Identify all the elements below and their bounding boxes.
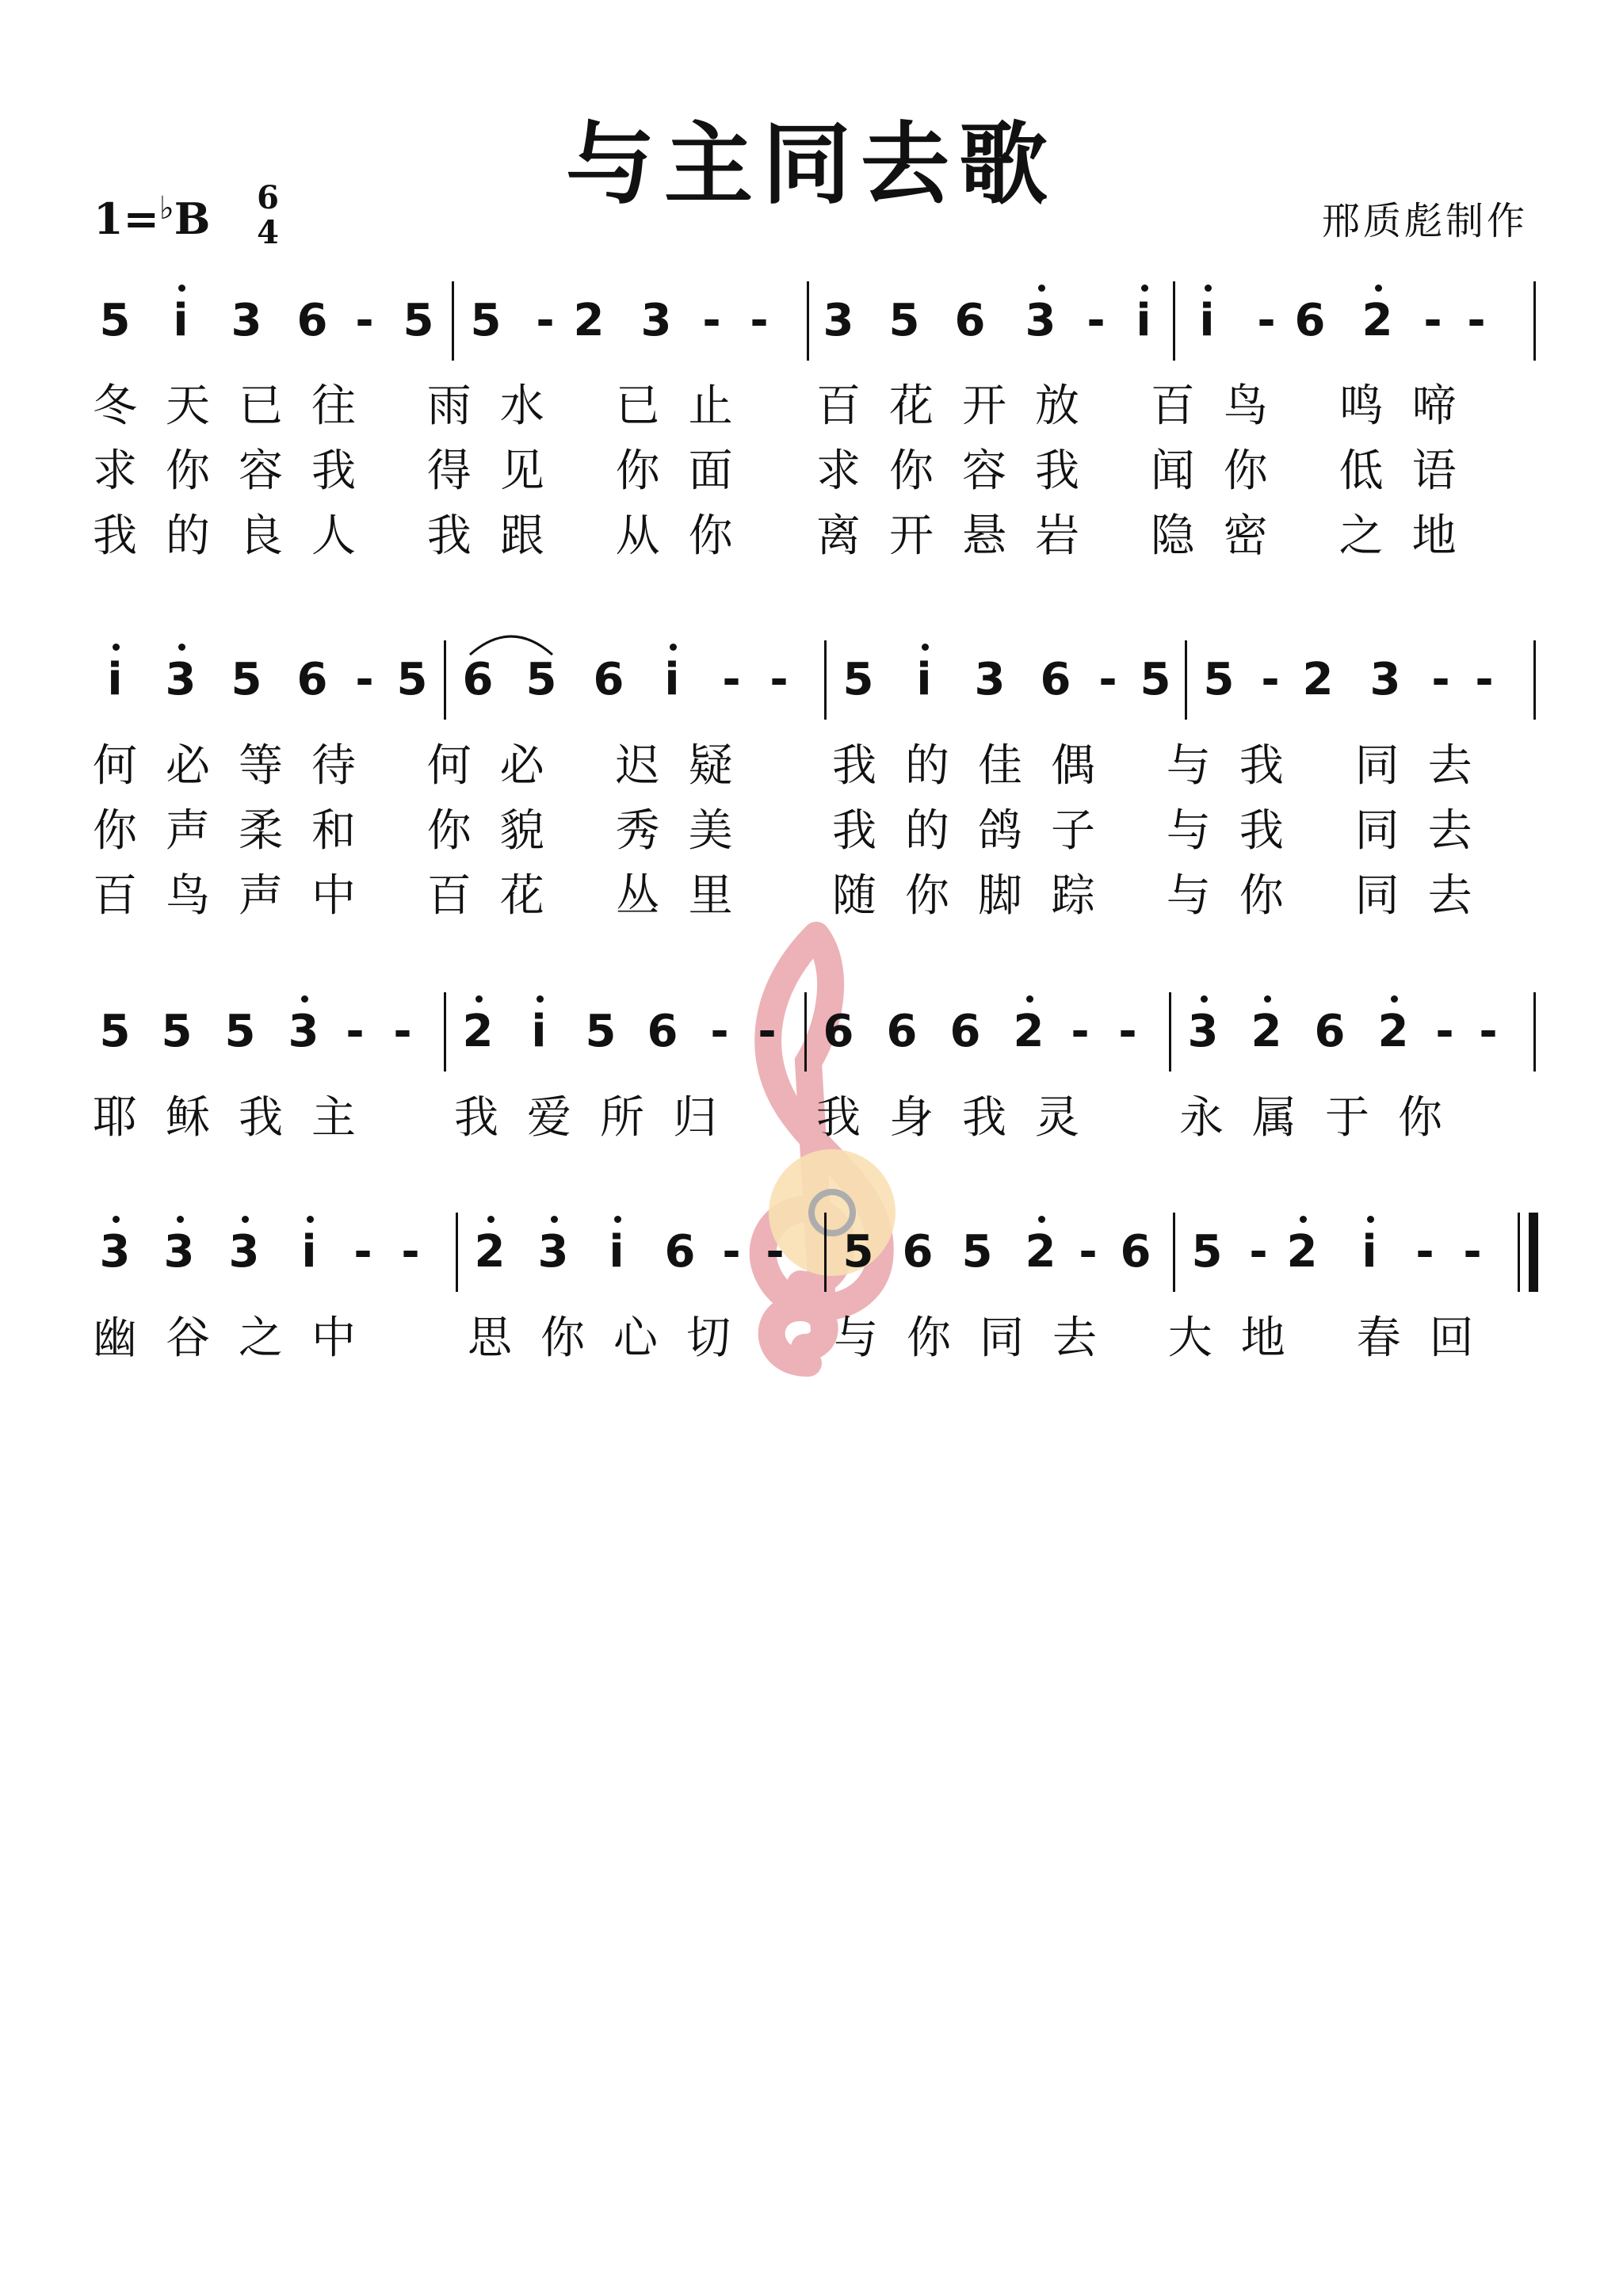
note: - — [1079, 1226, 1098, 1278]
note: - — [758, 1006, 777, 1057]
note: 6 — [902, 1226, 934, 1278]
lyric-line: 幽谷之中 — [93, 1312, 384, 1364]
note: - — [1415, 1226, 1434, 1278]
note: 3 — [1181, 1000, 1225, 1064]
barline — [444, 640, 446, 720]
note: 5 — [231, 654, 262, 705]
note: 2 — [1355, 289, 1400, 353]
lyric-line: 求你容我 闻你 低语 — [816, 445, 1485, 497]
note: 5 — [1203, 654, 1235, 705]
note: 3 — [531, 1221, 575, 1284]
lyric-line: 你声柔和 你貌 秀美 — [93, 805, 762, 857]
lyric-line: 我的鸽子 与我 同去 — [832, 805, 1501, 857]
note: - — [1261, 654, 1280, 705]
note: 6 — [1040, 654, 1071, 705]
note: - — [722, 654, 741, 705]
note: 6 — [1314, 1006, 1346, 1057]
note: - — [1479, 1006, 1498, 1057]
note: - — [353, 1226, 372, 1278]
barline — [1173, 1213, 1175, 1292]
note: 3 — [640, 295, 672, 346]
lyric-line: 冬天已往 雨水 已止 — [93, 380, 762, 432]
composer-credit: 邢质彪制作 — [1321, 199, 1528, 243]
lyric-line: 何必等待 何必 迟疑 — [93, 740, 762, 792]
barline — [444, 992, 446, 1072]
note: - — [702, 295, 721, 346]
note: 2 — [456, 1000, 500, 1064]
note: 5 — [161, 1006, 193, 1057]
note: 6 — [296, 654, 328, 705]
note: - — [346, 1006, 365, 1057]
note: 5 — [396, 654, 428, 705]
note: 2 — [1018, 1221, 1063, 1284]
lyric-line: 我爱所归 — [454, 1092, 746, 1144]
note: - — [393, 1006, 412, 1057]
note: 6 — [886, 1006, 918, 1057]
lyric-line: 百鸟声中 百花 丛里 — [93, 870, 762, 922]
note: 3 — [974, 654, 1006, 705]
note: 2 — [573, 295, 605, 346]
key-signature: 1=♭B — [94, 190, 211, 244]
note: - — [1467, 295, 1486, 346]
note: 2 — [1302, 654, 1334, 705]
note: 6 — [462, 654, 494, 705]
barline — [824, 1213, 827, 1292]
note: 5 — [1191, 1226, 1223, 1278]
barline — [1185, 640, 1187, 720]
note: 2 — [1244, 1000, 1289, 1064]
barline — [452, 281, 454, 361]
score-row-2 — [0, 648, 1623, 712]
score-row-4 — [0, 1221, 1623, 1284]
note: 5 — [842, 1226, 874, 1278]
note: 5 — [1140, 654, 1171, 705]
barline — [1169, 992, 1171, 1072]
note: 3 — [1369, 654, 1401, 705]
note: - — [1086, 295, 1106, 346]
note: 5 — [842, 654, 874, 705]
note: i — [1185, 289, 1229, 353]
note: 6 — [296, 295, 328, 346]
note: 6 — [1120, 1226, 1151, 1278]
barline — [456, 1213, 458, 1292]
lyric-line: 耶稣我主 — [93, 1092, 384, 1144]
note: - — [1435, 1006, 1454, 1057]
barline — [824, 640, 827, 720]
note: 6 — [1294, 295, 1326, 346]
note: - — [722, 1226, 741, 1278]
note: 2 — [468, 1221, 512, 1284]
note: 6 — [949, 1006, 981, 1057]
note: 6 — [593, 654, 624, 705]
lyric-line: 随你脚踪 与你 同去 — [832, 870, 1501, 922]
note: 2 — [1371, 1000, 1415, 1064]
note: - — [355, 654, 374, 705]
note: 3 — [157, 1221, 201, 1284]
note: 5 — [224, 1006, 256, 1057]
note: - — [1475, 654, 1494, 705]
note: - — [1257, 295, 1276, 346]
note: 2 — [1006, 1000, 1051, 1064]
lyric-line: 我的良人 我跟 从你 — [93, 510, 762, 562]
note: 5 — [470, 295, 502, 346]
time-signature: 6 4 — [257, 179, 279, 251]
note: i — [650, 648, 694, 712]
note: 5 — [961, 1226, 993, 1278]
note: i — [1347, 1221, 1392, 1284]
note: i — [158, 289, 203, 353]
note: - — [1463, 1226, 1482, 1278]
note: 3 — [823, 295, 854, 346]
barline — [1533, 640, 1536, 720]
note: - — [750, 295, 769, 346]
note: 5 — [585, 1006, 617, 1057]
barline — [804, 992, 807, 1072]
note: - — [1249, 1226, 1268, 1278]
note: 3 — [231, 295, 262, 346]
barline — [807, 281, 809, 361]
note: i — [93, 648, 137, 712]
note: i — [902, 648, 946, 712]
barline — [1533, 281, 1536, 361]
note: - — [1431, 654, 1450, 705]
note: - — [1071, 1006, 1090, 1057]
note: 3 — [281, 1000, 326, 1064]
note: - — [1098, 654, 1117, 705]
note: - — [769, 654, 789, 705]
lyric-line: 离开悬岩 隐密 之地 — [816, 510, 1485, 562]
note: - — [1118, 1006, 1137, 1057]
note: i — [287, 1221, 331, 1284]
note: 3 — [222, 1221, 266, 1284]
note: 6 — [647, 1006, 678, 1057]
lyric-line: 与你同去 大地 春回 — [834, 1312, 1503, 1364]
note: 2 — [1280, 1221, 1324, 1284]
lyric-line: 百花开放 百鸟 鸣啼 — [816, 380, 1485, 432]
score-row-1 — [0, 289, 1623, 353]
note: - — [710, 1006, 729, 1057]
note: 3 — [158, 648, 203, 712]
lyric-line: 思你心切 — [468, 1312, 759, 1364]
lyric-line: 永属于你 — [1179, 1092, 1471, 1144]
note: 6 — [954, 295, 986, 346]
barline — [1173, 281, 1175, 361]
note: 6 — [664, 1226, 696, 1278]
lyric-line: 我身我灵 — [816, 1092, 1108, 1144]
barline — [1533, 992, 1536, 1072]
note: 5 — [525, 654, 557, 705]
note: 5 — [99, 295, 131, 346]
note: 5 — [403, 295, 434, 346]
note: 5 — [888, 295, 920, 346]
note: - — [766, 1226, 785, 1278]
note: 6 — [823, 1006, 854, 1057]
score-row-3 — [0, 1000, 1623, 1064]
note: - — [401, 1226, 420, 1278]
lyric-line: 我的佳偶 与我 同去 — [832, 740, 1501, 792]
note: 3 — [1018, 289, 1063, 353]
note: i — [517, 1000, 561, 1064]
note: - — [536, 295, 555, 346]
page-title: 与主同去歌 — [566, 113, 1057, 216]
note: - — [355, 295, 374, 346]
note: i — [594, 1221, 639, 1284]
final-barline — [1518, 1213, 1520, 1292]
lyric-line: 求你容我 得见 你面 — [93, 445, 762, 497]
note: 3 — [93, 1221, 137, 1284]
note: i — [1121, 289, 1166, 353]
note: 5 — [99, 1006, 131, 1057]
note: - — [1423, 295, 1442, 346]
